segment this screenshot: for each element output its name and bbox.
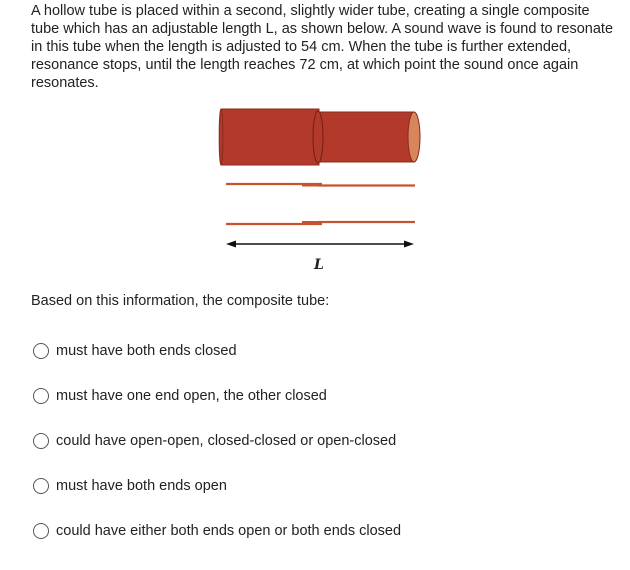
radio-button[interactable] [33, 523, 49, 539]
inner-tube [318, 112, 414, 162]
tube-diagram [210, 100, 440, 260]
radio-button[interactable] [33, 478, 49, 494]
length-label: L [314, 257, 324, 273]
answer-option-label: must have both ends closed [56, 343, 237, 359]
answer-option[interactable] [33, 422, 401, 460]
length-arrow-left-head [226, 241, 236, 248]
inner-tube-left-end [313, 111, 323, 163]
composite-tube-figure [210, 100, 440, 280]
answer-option[interactable] [33, 512, 401, 550]
answer-option-label: could have either both ends open or both ends closed [56, 523, 402, 539]
inner-tube-right-end [408, 112, 420, 162]
radio-button[interactable] [33, 343, 49, 359]
radio-button[interactable] [33, 388, 49, 404]
answer-option[interactable] [33, 467, 401, 505]
question-prompt: Based on this information, the composite tube: [31, 293, 330, 309]
answer-option-label: must have one end open, the other closed [56, 388, 327, 404]
answer-options [33, 332, 401, 557]
radio-button[interactable] [33, 433, 49, 449]
outer-tube-left-end [219, 109, 223, 165]
answer-option-label: could have open-open, closed-closed or open-closed [56, 433, 397, 449]
answer-option[interactable] [33, 377, 401, 415]
length-arrow-right-head [404, 241, 414, 248]
question-text: A hollow tube is placed within a second, slightly wider tube, creating a single composite tube which has an adjustable length L, as shown below. A sound wave is found to resonate in this tube when the length is adjusted to 54 cm. When the tube is further extended, resonance stops, until the length reaches 72 cm, at which point the sound once again resonates. [31, 3, 614, 91]
outer-tube [221, 109, 319, 165]
answer-option-label: must have both ends open [56, 478, 227, 494]
answer-option[interactable] [33, 332, 401, 370]
